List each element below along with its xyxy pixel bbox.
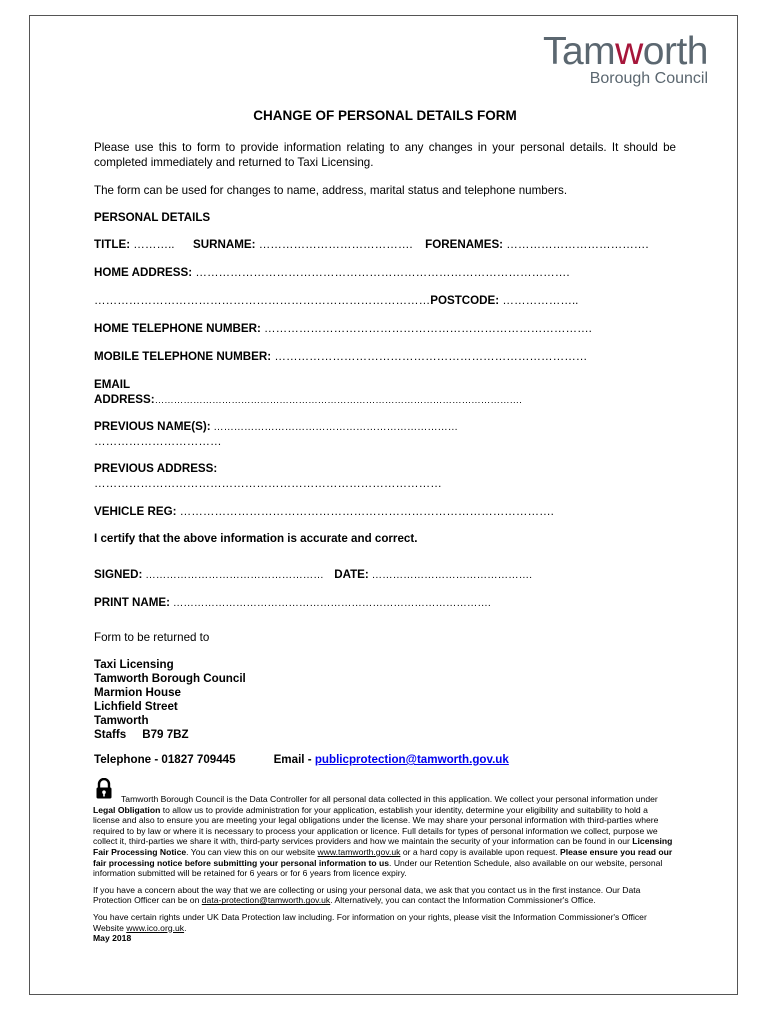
logo-text-a: Tam	[542, 30, 616, 73]
home-telephone-row	[94, 321, 676, 336]
ico-link[interactable]: www.ico.org.uk	[126, 922, 185, 933]
address-postcode-row	[94, 293, 676, 308]
vehicle-reg-label: VEHICLE REG:	[94, 505, 177, 518]
previous-address-label: PREVIOUS ADDRESS:	[94, 462, 218, 475]
previous-names-row	[94, 419, 676, 434]
email-prefix: Email -	[273, 753, 315, 766]
home-address-label: HOME ADDRESS:	[94, 266, 193, 279]
home-address-field[interactable]: …………………………………………………………………………………….	[192, 266, 570, 279]
address-line: Lichfield Street	[94, 700, 178, 713]
postcode-field[interactable]: ………………..	[499, 294, 579, 307]
address-line: Taxi Licensing	[94, 658, 174, 671]
surname-field[interactable]: ………………………………….	[255, 238, 413, 251]
return-address	[94, 658, 676, 742]
mobile-telephone-field[interactable]: ………………………………………………………………………	[271, 350, 588, 363]
signed-label: SIGNED:	[94, 568, 143, 581]
name-row	[94, 237, 676, 252]
home-address-line2-field[interactable]: ……………………………………………………………………………	[94, 294, 431, 307]
email-row	[94, 392, 676, 407]
email-label-line1: EMAIL	[94, 378, 131, 391]
email-link[interactable]: publicprotection@tamworth.gov.uk	[314, 753, 509, 766]
surname-label: SURNAME:	[192, 238, 256, 251]
website-link[interactable]: www.tamworth.gov.uk	[317, 846, 401, 857]
email-label: ADDRESS:	[94, 393, 155, 406]
data-protection-notice	[93, 794, 677, 944]
previous-names-label: PREVIOUS NAME(S):	[94, 420, 211, 433]
signed-field[interactable]: ……………………………………………	[142, 569, 324, 581]
vehicle-reg-field[interactable]: …………………………………………………………………………………….	[176, 505, 554, 518]
return-to-text: Form to be returned to	[94, 631, 210, 644]
signed-row	[94, 567, 676, 582]
address-postcode: B79 7BZ	[142, 728, 189, 741]
forenames-label: FORENAMES:	[425, 238, 504, 251]
previous-names-field-2[interactable]: ……………………………	[94, 435, 222, 448]
address-line	[94, 728, 676, 742]
notice-paragraph-1: Tamworth Borough Council is the Data Controller for all personal data collected in this application. We collect your personal information under Legal Obligation to allow us to provide administration for your application, establish your identity, determine your eligibility and suitability to hold a license and also to ensure you are meeting your legal obligations under the license. We may share your personal information with third-parties where required to by law or where it is necessary to process your application or licence. Full details for types of personal information we collect, purpose we collect it, third-parties we share it with, third-party services providers and how we maintain the security of your information can be found in our Licensing Fair Processing Notice. You can view this on our website www.tamworth.gov.uk or a hard copy is available upon request. Please ensure you read our fair processing notice before submitting your personal information to us. Under our Retention Schedule, also available on our website, personal information submitted will be retained for 6 years or for 6 years from licence expiry.	[93, 794, 673, 879]
vehicle-reg-row	[94, 504, 676, 519]
tamworth-logo	[543, 32, 708, 87]
intro-text: Please use this to form to provide information relating to any changes in your personal details. It should be completed immediately and returned to Taxi Licensing.	[94, 141, 676, 169]
home-telephone-field[interactable]: ………………………………………………………………………….	[260, 322, 592, 335]
home-telephone-label: HOME TELEPHONE NUMBER:	[94, 322, 261, 335]
print-name-row	[94, 595, 676, 610]
notice-date: May 2018	[93, 933, 132, 944]
address-line: Marmion House	[94, 686, 181, 699]
mobile-telephone-row	[94, 349, 676, 364]
address-line: Tamworth	[94, 714, 149, 727]
title-label: TITLE:	[94, 238, 131, 251]
postcode-label: POSTCODE:	[430, 294, 500, 307]
logo-text-w: w	[615, 30, 643, 73]
email-field[interactable]: …………………………………………………………………………………………………….	[154, 395, 522, 406]
home-address-row	[94, 265, 676, 280]
previous-names-field[interactable]: ………………………………………………………………	[210, 422, 458, 433]
intro-text-2: The form can be used for changes to name, address, marital status and telephone numbers.	[94, 184, 568, 197]
date-label: DATE:	[334, 568, 369, 581]
form-content	[94, 108, 676, 767]
dpo-email-link[interactable]: data-protection@tamworth.gov.uk	[201, 895, 331, 906]
form-title: CHANGE OF PERSONAL DETAILS FORM	[253, 108, 517, 123]
notice-paragraph-3: You have certain rights under UK Data Protection law including. For information on your rights, please visit the Information Commissioner's Officer Website www.ico.org.uk.	[93, 911, 647, 933]
notice-paragraph-2: If you have a concern about the way that we are collecting or using your personal data, we ask that you contact us in the first instance. Our Data Protection Officer can be on data-protection@tamworth.gov.uk. Alternatively, you can contact the Information Commissioner's Office.	[93, 884, 641, 906]
print-name-label: PRINT NAME:	[94, 596, 170, 609]
telephone-text: Telephone - 01827 709445	[94, 753, 236, 766]
address-line: Tamworth Borough Council	[94, 672, 246, 685]
previous-address-field[interactable]: ………………………………………………………………………………	[94, 477, 442, 490]
mobile-telephone-label: MOBILE TELEPHONE NUMBER:	[94, 350, 272, 363]
section-heading: PERSONAL DETAILS	[94, 211, 211, 224]
print-name-field[interactable]: ……………………………………………………………………………….	[170, 597, 491, 609]
certify-statement: I certify that the above information is accurate and correct.	[94, 532, 418, 545]
logo-subtitle: Borough Council	[589, 70, 708, 87]
date-field[interactable]: ……………………………………….	[368, 569, 533, 581]
contact-row	[94, 753, 676, 767]
forenames-field[interactable]: ……………………………….	[503, 238, 649, 251]
logo-text-b: orth	[642, 30, 708, 73]
title-field[interactable]: ………..	[130, 238, 175, 251]
address-county: Staffs	[94, 728, 127, 741]
